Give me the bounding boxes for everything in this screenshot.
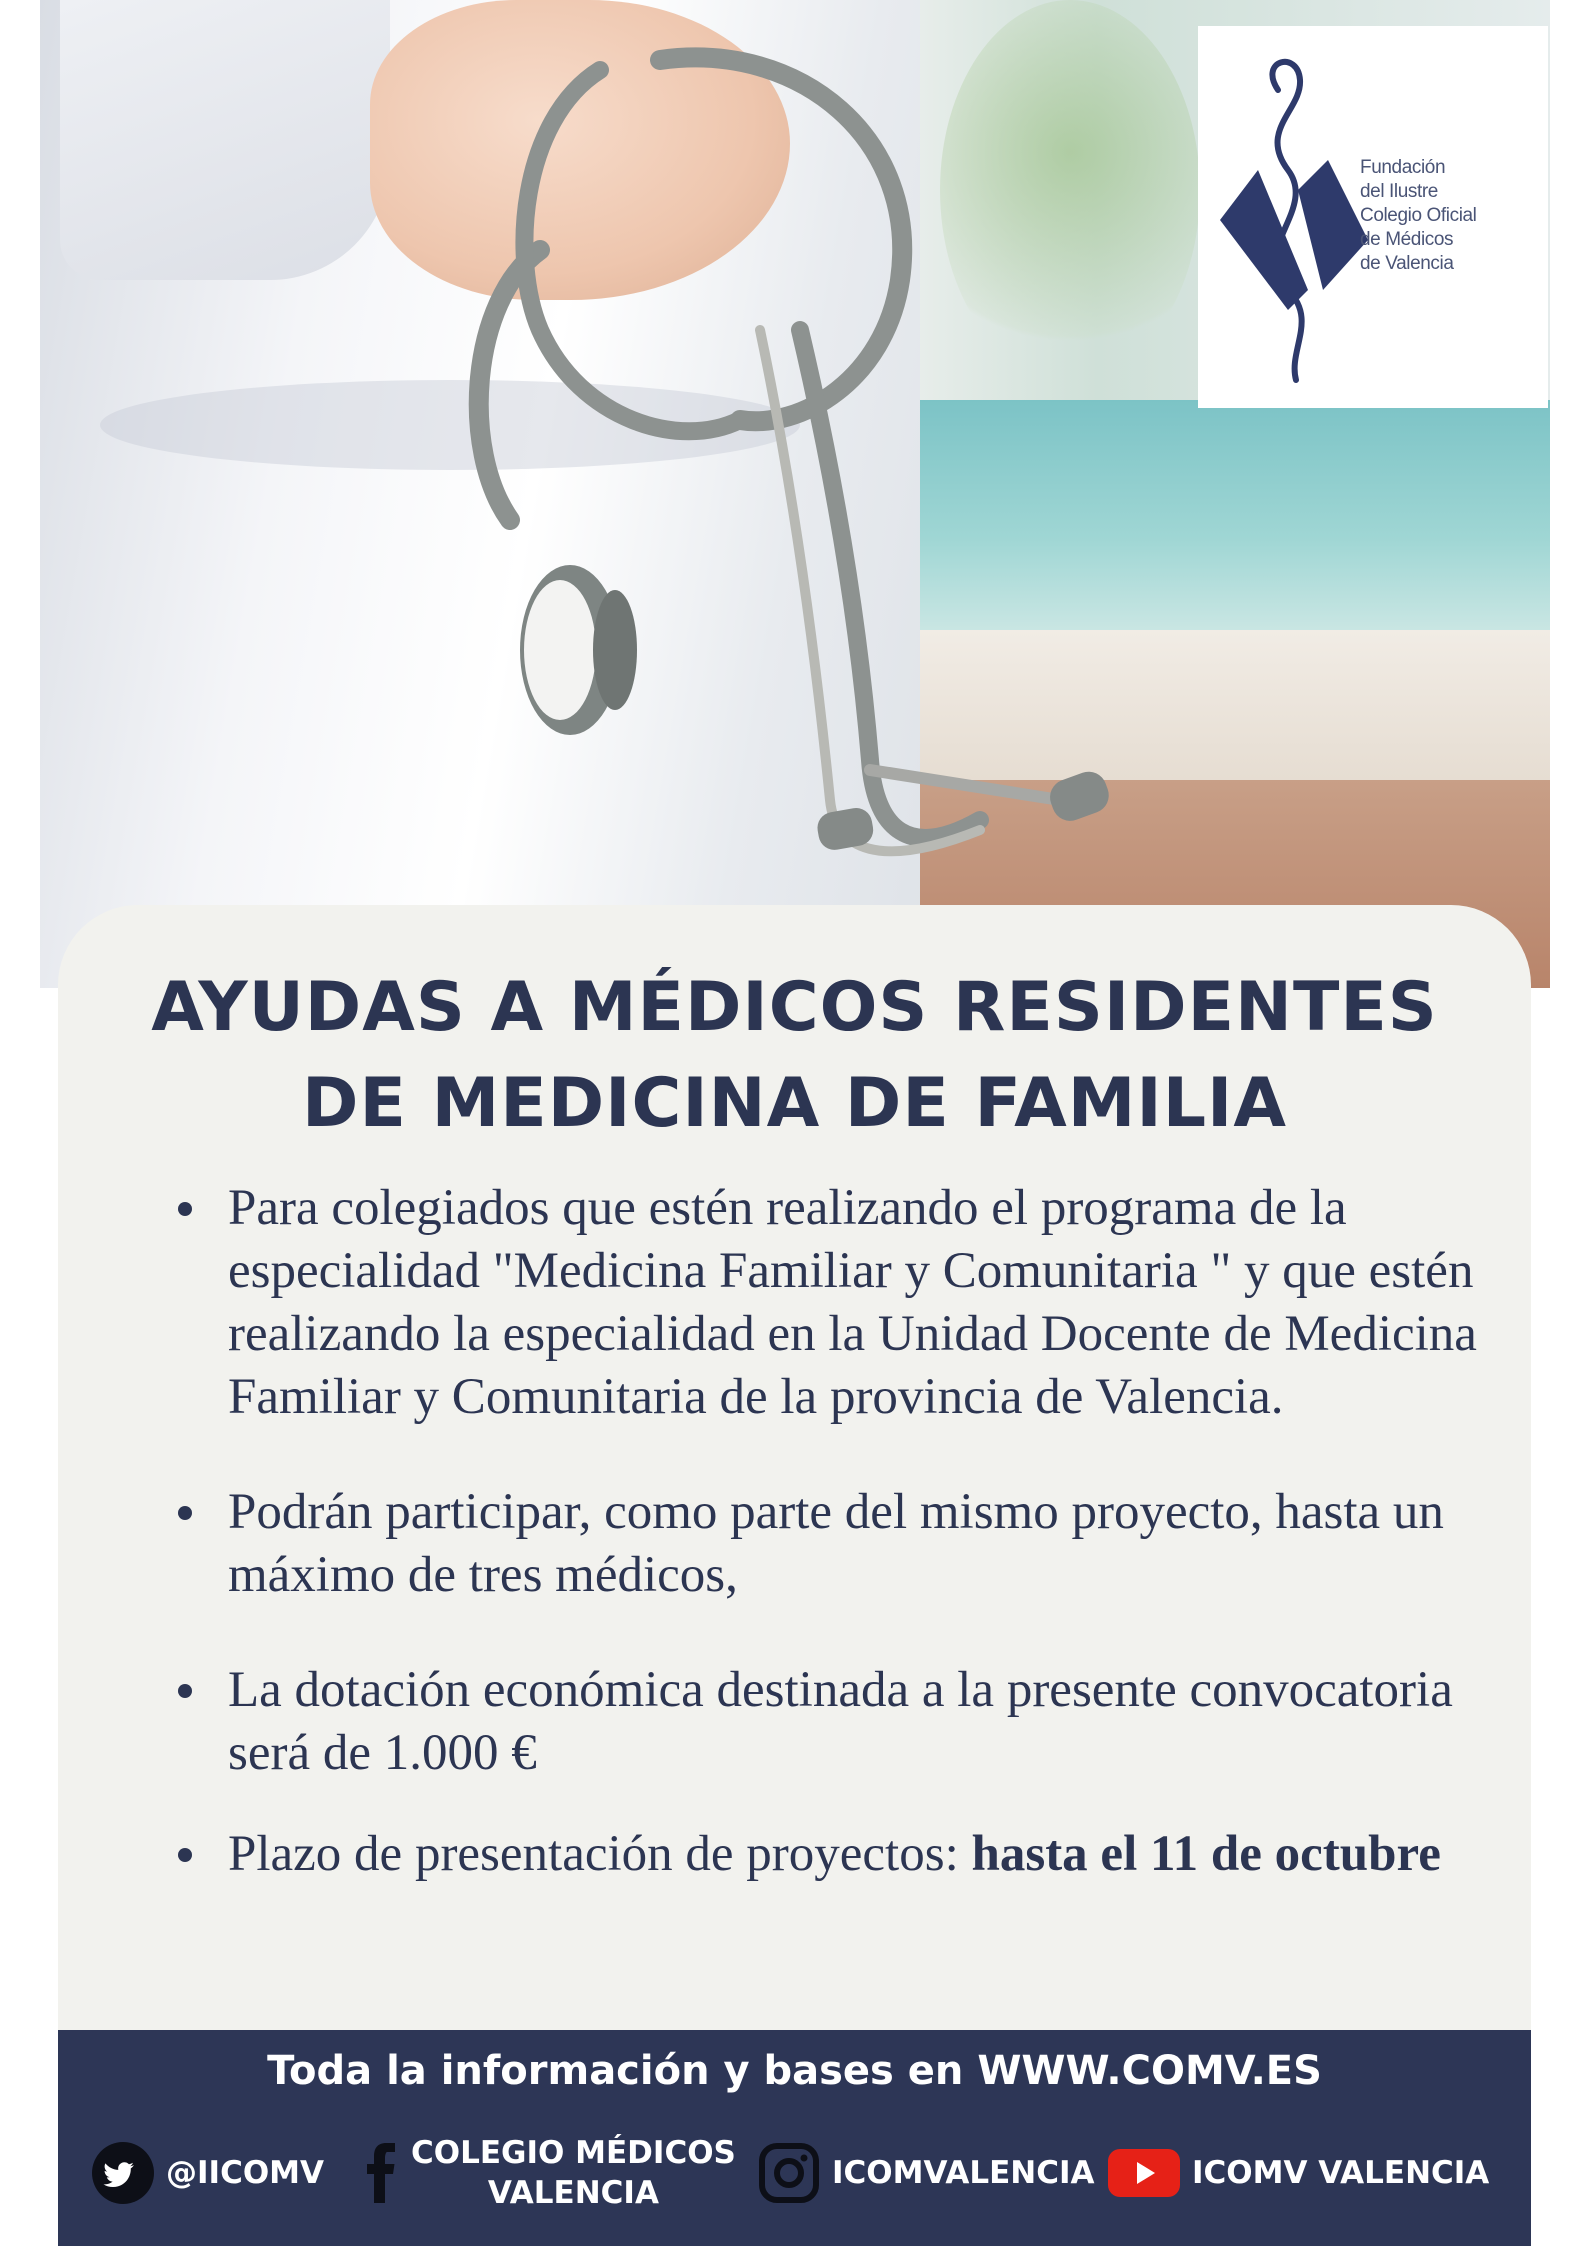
deadline-date: hasta el 11 de octubre [971, 1826, 1441, 1882]
bullet-icon [178, 1684, 192, 1698]
instagram-icon [758, 2142, 820, 2204]
youtube-link[interactable] [1108, 2128, 1489, 2218]
headline [58, 960, 1531, 1152]
list-item [178, 1659, 1518, 1785]
deadline-label: Plazo de presentación de proyectos: [228, 1826, 972, 1882]
bullet-icon [178, 1202, 192, 1216]
twitter-handle: @IICOMV [166, 2155, 325, 2191]
facebook-link[interactable] [363, 2128, 736, 2218]
instagram-handle: ICOMVALENCIA [832, 2155, 1095, 2191]
headline-line-2: DE MEDICINA DE FAMILIA [302, 1064, 1287, 1143]
list-item [178, 1177, 1518, 1429]
youtube-icon [1108, 2147, 1180, 2199]
eligibility-text: Para colegiados que estén realizando el programa de la especialidad "Medicina Familiar y Comunitaria " y que estén realizando la especialidad en la Unidad Docente de Medicina Familiar y Comunitaria de la provincia de Valencia. [228, 1180, 1477, 1425]
twitter-link[interactable] [92, 2128, 324, 2218]
participants-text: Podrán participar, como parte del mismo proyecto, hasta un máximo de tres médicos, [228, 1484, 1444, 1603]
facebook-icon [363, 2142, 399, 2204]
website-info[interactable]: Toda la información y bases en WWW.COMV.ES [267, 2048, 1322, 2094]
funding-text: La dotación económica destinada a la presente convocatoria será de 1.000 € [228, 1662, 1453, 1781]
twitter-icon [92, 2142, 154, 2204]
instagram-link[interactable] [758, 2128, 1095, 2218]
foundation-logo [1198, 26, 1548, 408]
logo-emblem-icon [1218, 50, 1368, 390]
bullet-icon [178, 1848, 192, 1862]
youtube-channel: ICOMV VALENCIA [1192, 2155, 1490, 2191]
list-item [178, 1481, 1518, 1607]
list-item [178, 1823, 1518, 1886]
logo-wordmark: Fundación del Ilustre Colegio Oficial de Médicos de Valencia [1360, 157, 1477, 274]
facebook-page-name: COLEGIO MÉDICOS VALENCIA [411, 2135, 736, 2211]
footer-band [58, 2030, 1531, 2246]
headline-line-1: AYUDAS A MÉDICOS RESIDENTES [151, 968, 1438, 1047]
requirements-list [178, 1177, 1518, 1886]
bullet-icon [178, 1506, 192, 1520]
